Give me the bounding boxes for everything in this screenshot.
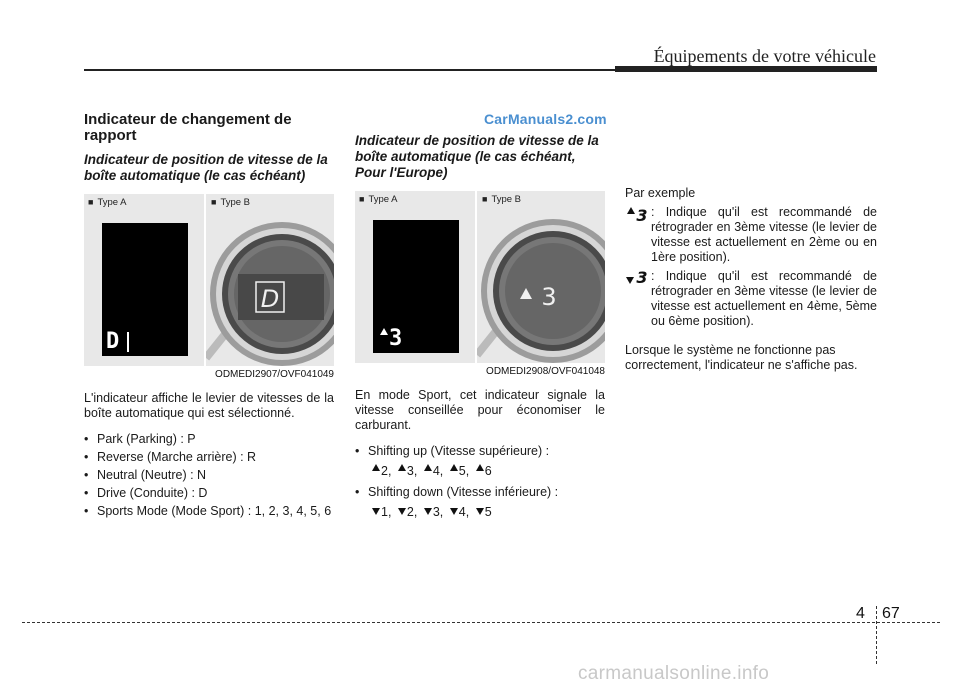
list-item: • Neutral (Neutre) : N (84, 467, 334, 484)
shift-down-icon (398, 508, 406, 515)
figure-type-a (355, 191, 475, 363)
shift-up-icon (424, 464, 432, 471)
shift-down-icon (372, 508, 380, 515)
figure-gear-indicator (84, 194, 334, 380)
svg-text:3: 3 (636, 206, 648, 223)
list-item-shift-down (355, 484, 605, 521)
example-text: : Indique qu'il est recommandé de rétrograder en 3ème vitesse (le levier de vitesse est actuellement en 2ème ou en 1ère position). (651, 205, 877, 264)
shift-down-gears: 1, 2, 3, 4, 5 (368, 503, 605, 521)
section-heading: Indicateur de changement de rapport (84, 111, 292, 144)
shift-down-icon (424, 508, 432, 515)
shift-up-icon (372, 464, 380, 471)
column-middle (355, 112, 605, 525)
example-shift-up (625, 205, 877, 265)
figure-type-a (84, 194, 204, 366)
lcd-divider (127, 332, 129, 352)
body-paragraph: En mode Sport, cet indicateur signale la vitesse conseillée pour économiser le carburant. (355, 388, 605, 432)
shift-down-icon (476, 508, 484, 515)
lcd-display (102, 223, 188, 356)
watermark-bottom[interactable]: carmanualsonline.info (578, 663, 770, 684)
shift-up-icon (380, 328, 388, 335)
footer-rule (22, 622, 940, 623)
list-item: • Reverse (Marche arrière) : R (84, 449, 334, 466)
figure-code: ODMEDI2908/OVF041048 (486, 366, 605, 377)
lcd-display (373, 220, 459, 353)
shift-up-icon (398, 464, 406, 471)
shift-up-icon (450, 464, 458, 471)
example-shift-down (625, 269, 877, 329)
list-item: • Sports Mode (Mode Sport) : 1, 2, 3, 4, 5, 6 (84, 503, 334, 520)
shift-up-icon (476, 464, 484, 471)
shift-down-label: Shifting down (Vitesse inférieure) : (368, 485, 559, 499)
gauge-cluster-icon (477, 215, 605, 363)
figure-label-type-b: ■ Type B (482, 194, 521, 205)
shift-up-gears: 2, 3, 4, 5, 6 (368, 462, 605, 480)
lcd-gear-value: D (106, 329, 120, 354)
shift-down-icon (450, 508, 458, 515)
gauge-gear-value: D (260, 285, 280, 313)
gear-list (84, 431, 334, 520)
list-item: • Drive (Conduite) : D (84, 485, 334, 502)
figure-type-b (477, 191, 605, 363)
column-right (625, 186, 877, 373)
lcd-gear-value: 3 (380, 327, 402, 351)
figure-label-type-a: ■ Type A (88, 197, 127, 208)
list-item-shift-up (355, 443, 605, 480)
body-paragraph: L'indicateur affiche le levier de vitesses de la boîte automatique qui est sélectionné. (84, 391, 334, 420)
shift-up-3-icon (625, 205, 651, 223)
figure-label-type-a: ■ Type A (359, 194, 398, 205)
footer-divider (876, 606, 877, 664)
figure-code: ODMEDI2907/OVF041049 (215, 369, 334, 380)
figure-gear-indicator-europe (355, 191, 605, 377)
page-number: 67 (882, 605, 900, 622)
page-header-title: Équipements de votre véhicule (653, 46, 876, 66)
example-label: Par exemple (625, 186, 696, 200)
shift-down-3-icon (625, 269, 651, 287)
section-subheading: Indicateur de position de vitesse de la boîte automatique (le cas échéant, Pour l'Europe) (355, 133, 599, 180)
header-rule (84, 69, 615, 71)
gauge-gear-value: 3 (541, 283, 557, 311)
column-left (84, 112, 334, 521)
body-paragraph: Lorsque le système ne fonctionne pas correctement, l'indicateur ne s'affiche pas. (625, 343, 858, 372)
gauge-cluster-icon (206, 218, 334, 366)
section-subheading: Indicateur de position de vitesse de la boîte automatique (le cas échéant) (84, 152, 328, 183)
watermark-top[interactable]: CarManuals2.com (484, 111, 607, 127)
header-bar (615, 66, 877, 72)
page-chapter: 4 (856, 605, 865, 622)
example-text: : Indique qu'il est recommandé de rétrograder en 3ème vitesse (le levier de vitesse est actuellement en 4ème, 5ème ou 6ème position). (651, 269, 877, 328)
list-item: • Park (Parking) : P (84, 431, 334, 448)
figure-label-type-b: ■ Type B (211, 197, 250, 208)
figure-type-b (206, 194, 334, 366)
shift-list (355, 443, 605, 521)
svg-text:3: 3 (636, 269, 648, 287)
shift-up-label: Shifting up (Vitesse supérieure) : (368, 444, 550, 458)
